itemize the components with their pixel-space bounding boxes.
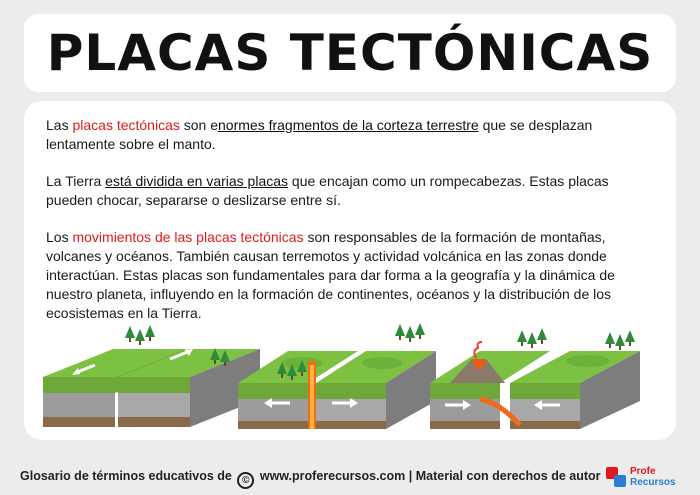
- text-segment: son responsables de la formación de montañas, volcanes y océanos. También causan terremotos y actividad volcánica en las zonas donde interactúan. Estas placas son fundamentales para dar forma a la geografía y la dinámica de nuestro planeta, influyendo en la formación de continentes, océanos y la distribución de los ecosistemas en la Tierra.: [46, 229, 615, 321]
- footer: [0, 465, 700, 489]
- page-title: PLACAS TECTÓNICAS: [46, 24, 654, 82]
- logo-mark-icon: [606, 467, 626, 487]
- highlight-term: placas tectónicas: [72, 117, 180, 133]
- logo-line-2: Recursos: [630, 477, 676, 488]
- rights-notice: Material con derechos de autor: [415, 469, 601, 483]
- text-segment: son e: [179, 117, 219, 133]
- content-card: [24, 101, 676, 440]
- text-segment: que se desplazan lentamente sobre el manto.: [46, 117, 593, 152]
- transform-boundary-panel: [43, 325, 260, 427]
- text-segment: Los: [46, 229, 73, 245]
- paragraph-1: [46, 116, 656, 154]
- footer-separator: |: [408, 469, 413, 483]
- copyright-icon: ©: [237, 472, 254, 489]
- definition-text: [46, 116, 656, 341]
- convergent-boundary-panel: [430, 328, 640, 429]
- tree-icon: [125, 326, 135, 342]
- paragraph-2: [46, 172, 656, 210]
- highlight-term: movimientos de las placas tectónicas: [72, 229, 304, 245]
- profe-recursos-logo: [606, 465, 686, 489]
- glossary-label: Glosario de términos educativos de: [20, 469, 232, 483]
- underlined-phrase: normes fragmentos de la corteza terrestre: [218, 117, 479, 133]
- footer-credit: [20, 469, 601, 489]
- logo-wordmark: [630, 466, 676, 488]
- logo-line-1: Profe: [630, 466, 656, 477]
- tectonic-plates-illustration: [40, 321, 660, 433]
- paragraph-3: [46, 228, 656, 323]
- divergent-boundary-panel: [238, 323, 436, 429]
- text-segment: La Tierra: [46, 173, 106, 189]
- site-link[interactable]: www.proferecursos.com: [259, 469, 406, 483]
- text-segment: que encajan como un rompecabezas. Estas placas pueden chocar, separarse o deslizarse entre sí.: [46, 173, 609, 208]
- text-segment: Las: [46, 117, 73, 133]
- underlined-phrase: está dividida en varias placas: [105, 173, 289, 189]
- title-banner: [24, 14, 676, 92]
